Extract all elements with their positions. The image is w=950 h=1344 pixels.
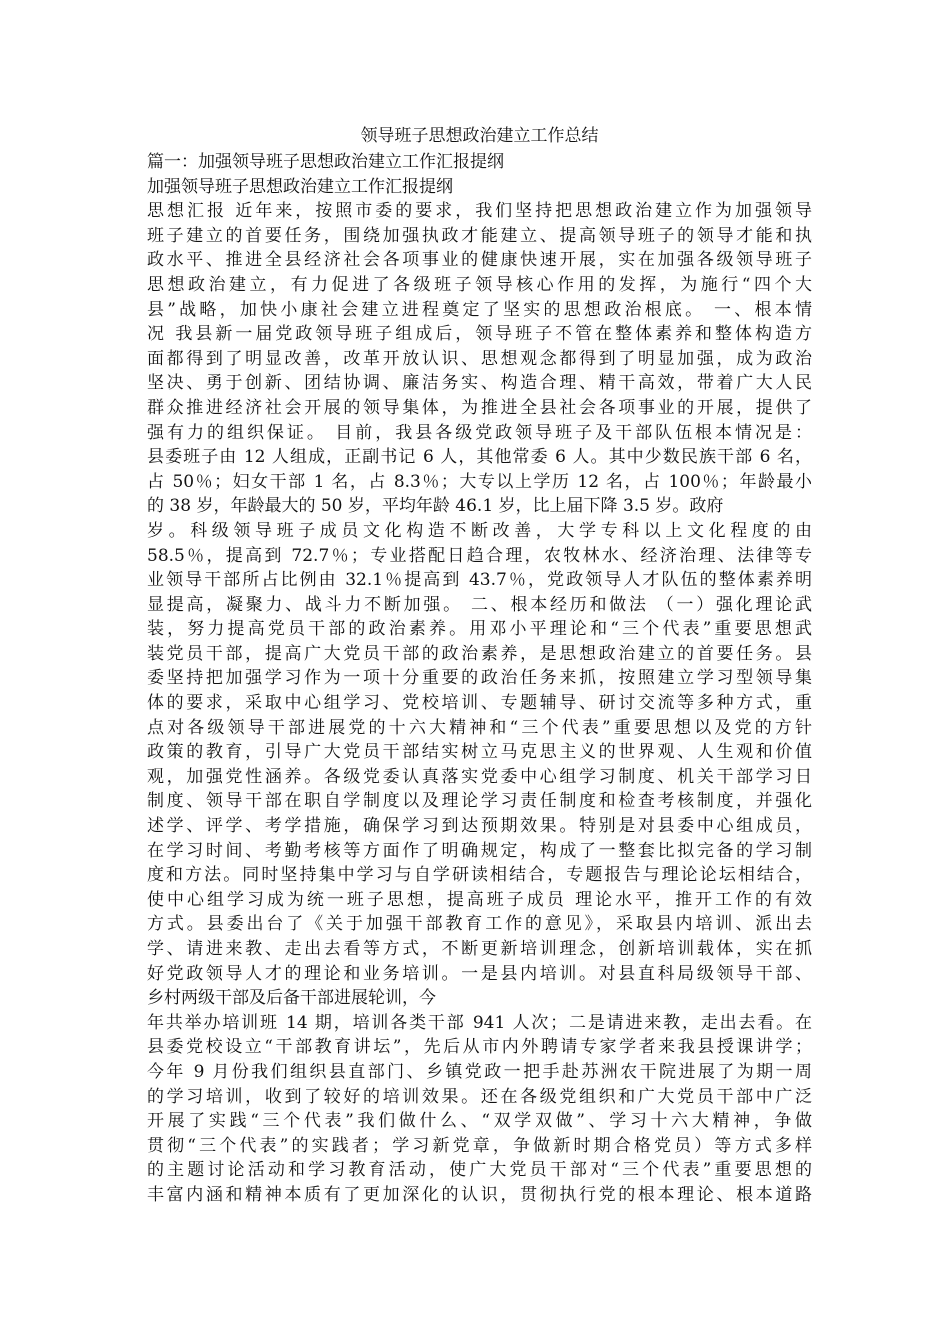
document-body: [147, 150, 812, 1208]
body-line: 的 38 岁，年龄最大的 50 岁，平均年龄 46.1 岁，比上届下降 3.5 岁。政府: [147, 496, 724, 517]
body-line: 乡村两级干部及后备干部进展轮训，今: [147, 988, 436, 1009]
body-line: 思想汇报 近年来，按照市委的要求，我们坚持把思想政治建立作为加强领导: [147, 201, 812, 222]
body-line: 政策的教育，引导广大党员干部结实树立马克思主义的世界观、人生观和价值: [147, 742, 812, 763]
body-line: 58.5％，提高到 72.7％；专业搭配日趋合理，农牧林水、经济治理、法律等专: [147, 545, 812, 566]
body-line: 强有力的组织保证。 目前，我县各级党政领导班子及干部队伍根本情况是：: [147, 422, 812, 443]
body-line: 县委班子由 12 人组成，正副书记 6 人，其他常委 6 人。其中少数民族干部 6 名，: [147, 447, 812, 468]
body-line: 好党政领导人才的理论和业务培训。一是县内培训。对县直科局级领导干部、: [147, 963, 812, 984]
body-line: 显提高，凝聚力、战斗力不断加强。 二、根本经历和做法 （一）强化理论武: [147, 594, 812, 615]
body-line: 县委党校设立“干部教育讲坛”，先后从市内外聘请专家学者来我县授课讲学；: [147, 1037, 812, 1058]
body-line: 的主题讨论活动和学习教育活动，使广大党员干部对“三个代表”重要思想的: [147, 1160, 812, 1181]
body-line: 业领导干部所占比例由 32.1％提高到 43.7％，党政领导人才队伍的整体素养明: [147, 570, 812, 591]
body-line: 的学习培训，收到了较好的培训效果。还在各级党组织和广大党员干部中广泛: [147, 1086, 812, 1107]
body-line: 制度、领导干部在职自学制度以及理论学习责任制度和检查考核制度，并强化: [147, 791, 812, 812]
document-page: [147, 122, 812, 1208]
body-line: 篇一：加强领导班子思想政治建立工作汇报提纲: [147, 152, 504, 172]
body-line: 年共举办培训班 14 期，培训各类干部 941 人次；二是请进来教，走出去看。在: [147, 1012, 812, 1033]
body-line: 面都得到了明显改善，改革开放认识、思想观念都得到了明显加强，成为政治: [147, 348, 812, 369]
body-line: 度和方法。同时坚持集中学习与自学研读相结合，专题报告与理论论坛相结合，: [147, 865, 812, 886]
body-line: 坚决、勇于创新、团结协调、廉洁务实、构造合理、精干高效，带着广大人民: [147, 373, 812, 394]
body-line: 使中心组学习成为统一班子思想，提高班子成员 理论水平，推开工作的有效: [147, 889, 812, 910]
body-line: 述学、评学、考学措施，确保学习到达预期效果。特别是对县委中心组成员，: [147, 816, 812, 837]
body-line: 贯彻“三个代表”的实践者；学习新党章，争做新时期合格党员）等方式多样: [147, 1135, 812, 1156]
body-line: 班子建立的首要任务，围绕加强执政才能建立、提高领导班子的领导才能和执: [147, 225, 812, 246]
body-line: 点对各级领导干部进展党的十六大精神和“三个代表”重要思想以及党的方针: [147, 717, 812, 738]
body-line: 今年 9 月份我们组织县直部门、乡镇党政一把手赴苏洲农干院进展了为期一周: [147, 1061, 812, 1082]
body-line: 装，努力提高党员干部的政治素养。用邓小平理论和“三个代表”重要思想武: [147, 619, 812, 640]
document-title: 领导班子思想政治建立工作总结: [360, 126, 599, 146]
body-line: 学、请进来教、走出去看等方式，不断更新培训理念，创新培训载体，实在抓: [147, 939, 812, 959]
body-line: 开展了实践“三个代表”我们做什么、“双学双做”、学习十六大精神，争做: [147, 1111, 812, 1132]
body-line: 思想政治建立，有力促进了各级班子领导核心作用的发挥，为施行“四个大: [147, 274, 812, 295]
body-line: 占 50％；妇女干部 1 名，占 8.3％；大专以上学历 12 名，占 100％；年龄最小: [147, 471, 812, 492]
body-line: 委坚持把加强学习作为一项十分重要的政治任务来抓，按照建立学习型领导集: [147, 668, 812, 689]
body-line: 体的要求，采取中心组学习、党校培训、专题辅导、研讨交流等多种方式，重: [147, 693, 812, 714]
body-line: 政水平、推进全县经济社会各项事业的健康快速开展，实在加强各级领导班子: [147, 250, 812, 271]
body-line: 加强领导班子思想政治建立工作汇报提纲: [147, 176, 453, 197]
body-line: 况 我县新一届党政领导班子组成后，领导班子不管在整体素养和整体构造方: [147, 324, 812, 345]
body-line: 岁。科级领导班子成员文化构造不断改善，大学专科以上文化程度的由: [147, 520, 812, 541]
body-line: 装党员干部，提高广大党员干部的政治素养，是思想政治建立的首要任务。县: [147, 643, 812, 664]
body-line: 县”战略，加快小康社会建立进程奠定了坚实的思想政治根底。 一、根本情: [147, 299, 812, 320]
body-line: 在学习时间、考勤考核等方面作了明确规定，构成了一整套比拟完备的学习制: [147, 840, 812, 861]
body-line: 方式。县委出台了《关于加强干部教育工作的意见》，采取县内培训、派出去: [147, 914, 812, 935]
body-line: 群众推进经济社会开展的领导集体，为推进全县社会各项事业的开展，提供了: [147, 397, 812, 418]
body-line: 丰富内涵和精神本质有了更加深化的认识，贯彻执行党的根本理论、根本道路: [147, 1184, 812, 1205]
body-line: 观，加强党性涵养。各级党委认真落实党委中心组学习制度、机关干部学习日: [147, 766, 812, 787]
